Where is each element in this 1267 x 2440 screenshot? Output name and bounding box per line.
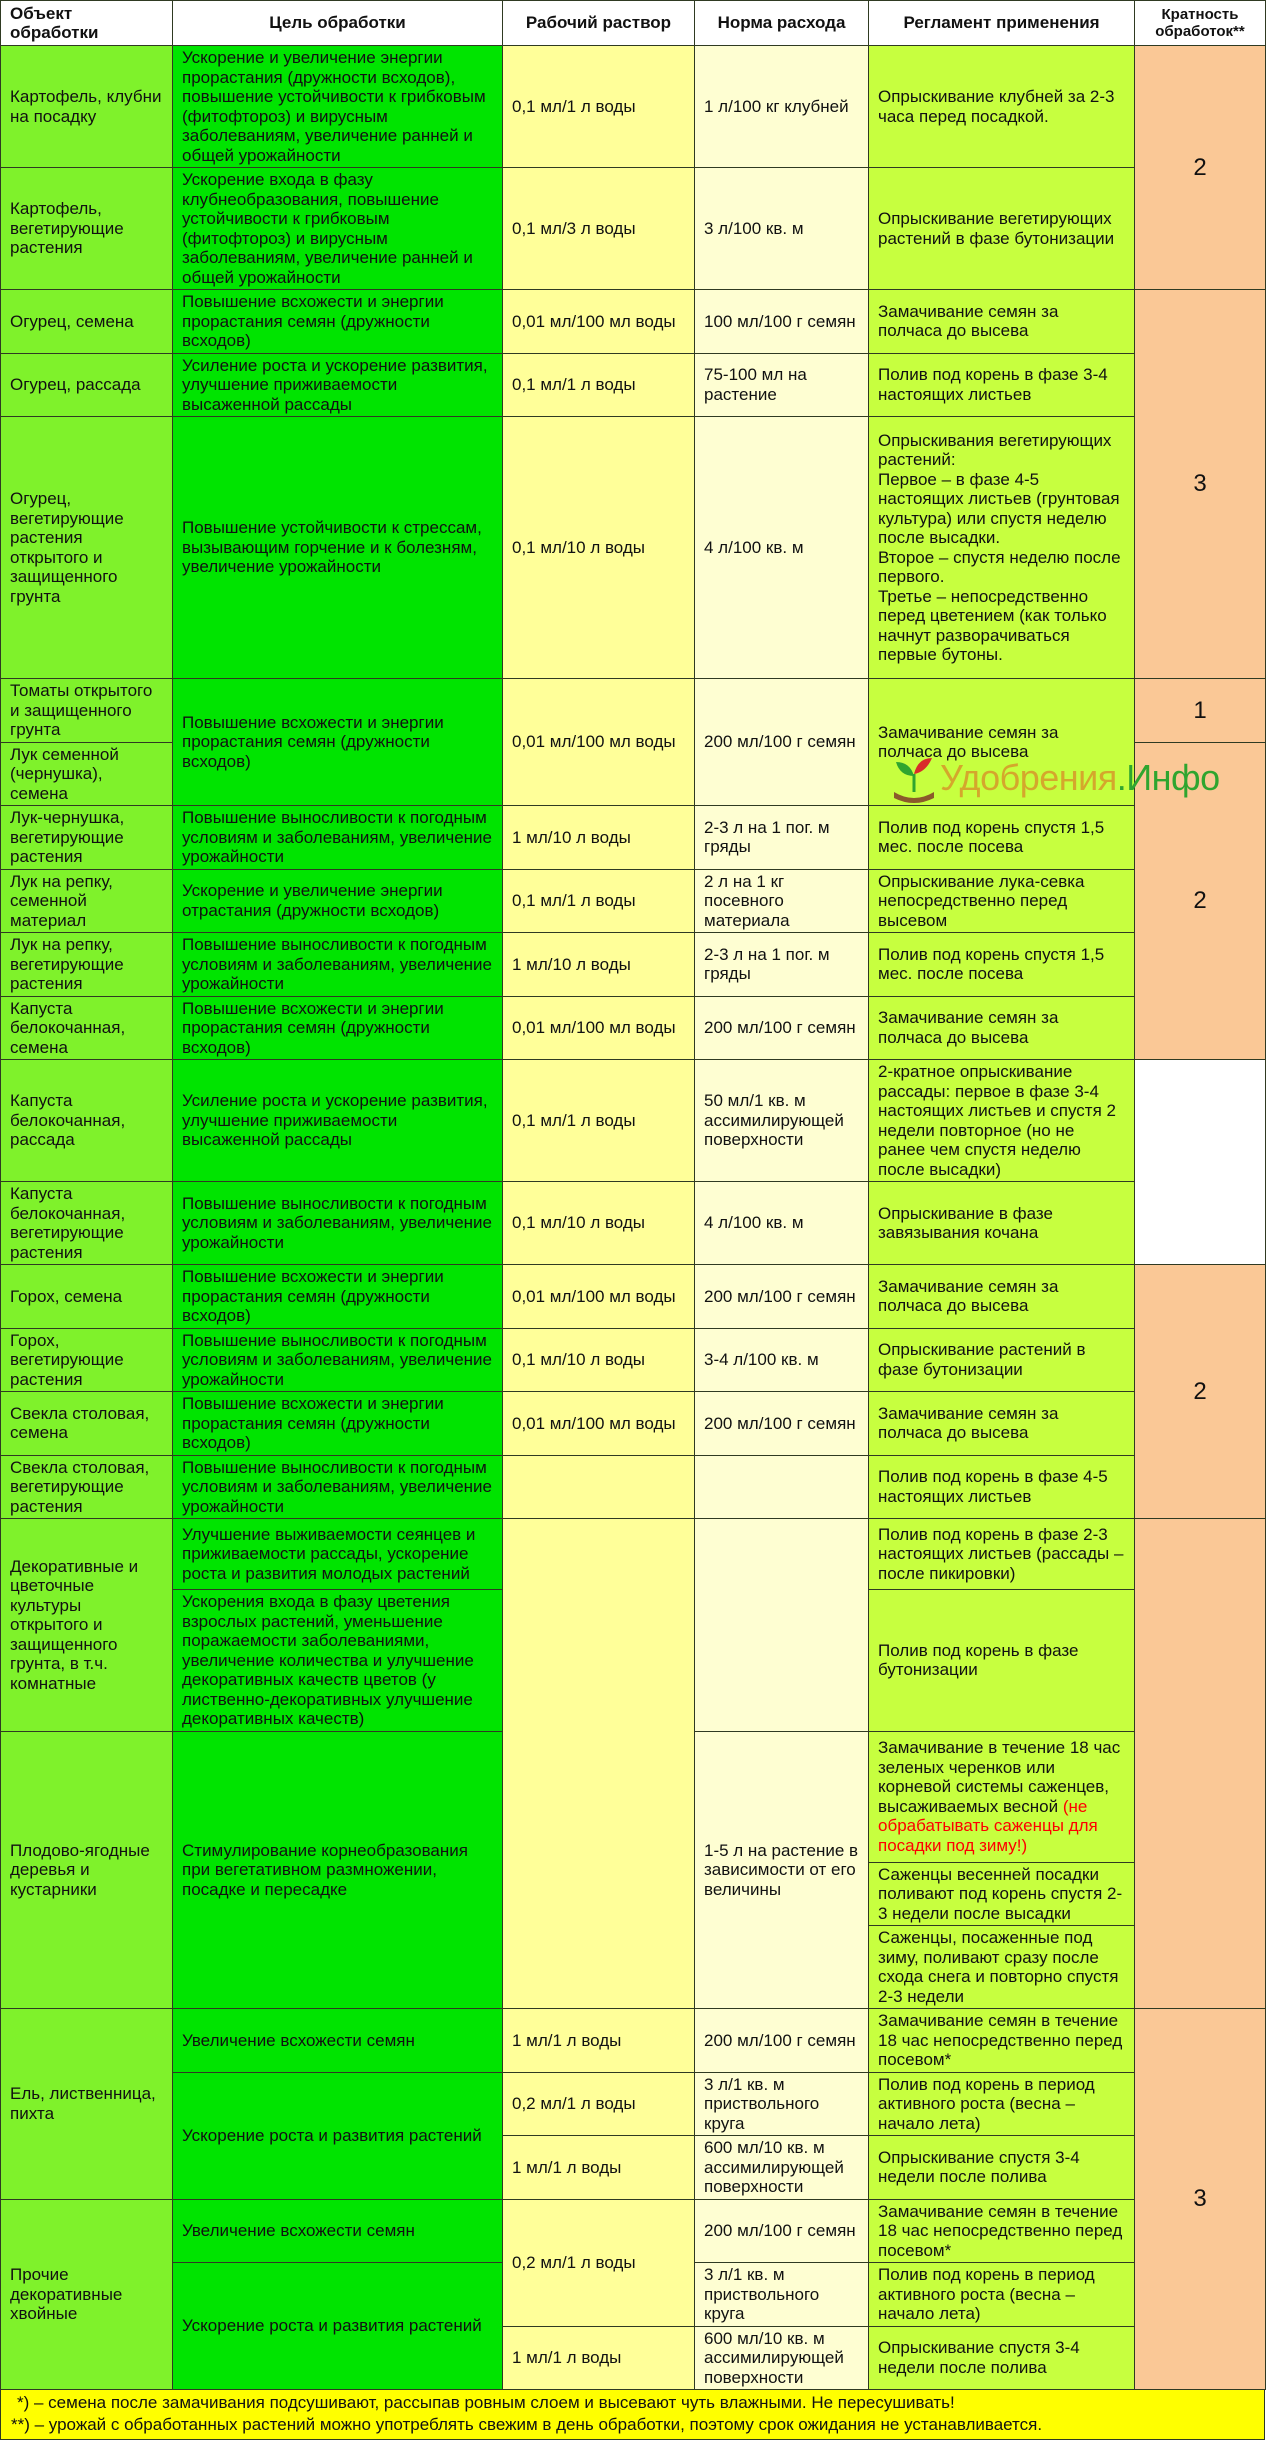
cell-rate: 600 мл/10 кв. м ассимилирующей поверхности bbox=[695, 2326, 869, 2390]
cell-rate: 200 мл/100 г семян bbox=[695, 2199, 869, 2263]
cell-regulation: Полив под корень спустя 1,5 мес. после посева bbox=[869, 806, 1135, 870]
cell-rate: 3 л/1 кв. м приствольного круга bbox=[695, 2072, 869, 2136]
cell-rate: 200 мл/100 г семян bbox=[695, 996, 869, 1060]
cell-purpose: Стимулирование корнеобразования при вегетативном размножении, посадке и пересадке bbox=[173, 1731, 503, 2009]
cell-solution: 0,01 мл/100 мл воды bbox=[503, 996, 695, 1060]
cell-object: Огурец, вегетирующие растения открытого и защищенного грунта bbox=[1, 417, 173, 679]
cell-solution: 0,1 мл/1 л воды bbox=[503, 353, 695, 417]
cell-frequency: 3 bbox=[1135, 290, 1266, 679]
cell-purpose: Повышение всхожести и энергии прорастания семян (дружности всходов) bbox=[173, 679, 503, 806]
header-frequency: Кратность обработок** bbox=[1135, 1, 1266, 46]
footnote-2: **) – урожай с обработанных растений можно употреблять свежим в день обработки, поэтому срок ожидания не устанавливается. bbox=[11, 2415, 1043, 2434]
cell-purpose: Улучшение выживаемости сеянцев и приживаемости рассады, ускорение роста и развития молодых растений bbox=[173, 1519, 503, 1590]
cell-solution bbox=[503, 1519, 695, 2009]
table-row bbox=[1, 46, 1266, 168]
cell-regulation: Опрыскивание лука-севка непосредственно перед высевом bbox=[869, 869, 1135, 933]
cell-rate: 3 л/100 кв. м bbox=[695, 168, 869, 290]
cell-purpose: Повышение устойчивости к стрессам, вызывающим горчение и к болезням, увеличение урожайности bbox=[173, 417, 503, 679]
cell-regulation: Опрыскивание клубней за 2-3 часа перед посадкой. bbox=[869, 46, 1135, 168]
cell-solution: 0,01 мл/100 мл воды bbox=[503, 679, 695, 806]
cell-solution: 1 мл/1 л воды bbox=[503, 2009, 695, 2073]
cell-rate: 600 мл/10 кв. м ассимилирующей поверхности bbox=[695, 2136, 869, 2200]
cell-frequency: 2 bbox=[1135, 1265, 1266, 1519]
cell-rate: 3-4 л/100 кв. м bbox=[695, 1328, 869, 1392]
cell-object: Свекла столовая, семена bbox=[1, 1392, 173, 1456]
cell-rate bbox=[695, 1455, 869, 1519]
header-row bbox=[1, 1, 1266, 46]
cell-solution: 1 мл/1 л воды bbox=[503, 2136, 695, 2200]
cell-purpose: Повышение выносливости к погодным условиям и заболеваниям, увеличение урожайности bbox=[173, 1182, 503, 1265]
cell-rate: 50 мл/1 кв. м ассимилирующей поверхности bbox=[695, 1060, 869, 1182]
table-row bbox=[1, 1328, 1266, 1392]
cell-regulation: Замачивание семян за полчаса до высева bbox=[869, 290, 1135, 354]
table-row bbox=[1, 1392, 1266, 1456]
cell-purpose: Повышение выносливости к погодным условиям и заболеваниям, увеличение урожайности bbox=[173, 1328, 503, 1392]
cell-object: Свекла столовая, вегетирующие растения bbox=[1, 1455, 173, 1519]
cell-frequency: 2 bbox=[1135, 742, 1266, 1060]
cell-regulation: Замачивание семян в течение 18 час непосредственно перед посевом* bbox=[869, 2009, 1135, 2073]
cell-regulation: Саженцы весенней посадки поливают под корень спустя 2-3 недели после высадки bbox=[869, 1862, 1135, 1926]
cell-regulation: Полив под корень в период активного роста (весна – начало лета) bbox=[869, 2072, 1135, 2136]
header-rate: Норма расхода bbox=[695, 1, 869, 46]
cell-regulation: Опрыскивание спустя 3-4 недели после полива bbox=[869, 2136, 1135, 2200]
cell-object: Горох, вегетирующие растения bbox=[1, 1328, 173, 1392]
cell-rate: 100 мл/100 г семян bbox=[695, 290, 869, 354]
cell-solution: 0,1 мл/10 л воды bbox=[503, 1328, 695, 1392]
cell-rate: 2-3 л на 1 пог. м гряды bbox=[695, 806, 869, 870]
cell-purpose: Увеличение всхожести семян bbox=[173, 2199, 503, 2263]
logo-word-1: Удобрения bbox=[940, 757, 1117, 798]
cell-purpose: Повышение выносливости к погодным условиям и заболеваниям, увеличение урожайности bbox=[173, 933, 503, 997]
table-row bbox=[1, 168, 1266, 290]
header-solution: Рабочий раствор bbox=[503, 1, 695, 46]
cell-regulation: Опрыскивание в фазе завязывания кочана bbox=[869, 1182, 1135, 1265]
header-purpose: Цель обработки bbox=[173, 1, 503, 46]
cell-purpose: Ускорение роста и развития растений bbox=[173, 2072, 503, 2199]
cell-rate: 4 л/100 кв. м bbox=[695, 1182, 869, 1265]
cell-frequency: 1 bbox=[1135, 679, 1266, 743]
cell-object: Прочие декоративные хвойные bbox=[1, 2199, 173, 2390]
cell-object: Картофель, вегетирующие растения bbox=[1, 168, 173, 290]
table-row bbox=[1, 1060, 1266, 1182]
table-row bbox=[1, 2009, 1266, 2073]
logo-word-2: Инфо bbox=[1126, 757, 1220, 798]
cell-rate: 75-100 мл на растение bbox=[695, 353, 869, 417]
cell-regulation: Полив под корень в фазе бутонизации bbox=[869, 1590, 1135, 1732]
cell-regulation: Полив под корень в фазе 2-3 настоящих листьев (рассады – после пикировки) bbox=[869, 1519, 1135, 1590]
cell-object: Огурец, семена bbox=[1, 290, 173, 354]
table-row bbox=[1, 996, 1266, 1060]
table-row bbox=[1, 806, 1266, 870]
cell-object: Плодово-ягодные деревья и кустарники bbox=[1, 1731, 173, 2009]
cell-rate: 200 мл/100 г семян bbox=[695, 679, 869, 806]
table-body bbox=[1, 46, 1266, 2390]
cell-object: Горох, семена bbox=[1, 1265, 173, 1329]
cell-purpose: Ускорение и увеличение энергии прорастания (дружности всходов), повышение устойчивости к грибковым (фитофтороз) и вирусным заболеваниям, увеличение ранней и общей урожайности bbox=[173, 46, 503, 168]
cell-solution: 0,1 мл/1 л воды bbox=[503, 46, 695, 168]
cell-rate: 200 мл/100 г семян bbox=[695, 2009, 869, 2073]
cell-object: Лук семенной (чернушка), семена bbox=[1, 742, 173, 806]
cell-purpose: Усиление роста и ускорение развития, улучшение приживаемости высаженной рассады bbox=[173, 1060, 503, 1182]
cell-regulation: Замачивание семян за полчаса до высева bbox=[869, 1392, 1135, 1456]
cell-solution: 1 мл/10 л воды bbox=[503, 933, 695, 997]
regulation-text: Замачивание в течение 18 час зеленых черенков или корневой системы саженцев, высаживаемых весной bbox=[878, 1738, 1121, 1816]
cell-object: Картофель, клубни на посадку bbox=[1, 46, 173, 168]
cell-solution bbox=[503, 1455, 695, 1519]
table-row bbox=[1, 1265, 1266, 1329]
watermark-logo bbox=[888, 752, 1220, 804]
table-row bbox=[1, 679, 1266, 743]
table-row bbox=[1, 1182, 1266, 1265]
cell-rate: 2-3 л на 1 пог. м гряды bbox=[695, 933, 869, 997]
cell-purpose: Увеличение всхожести семян bbox=[173, 2009, 503, 2073]
cell-regulation: Опрыскивание спустя 3-4 недели после полива bbox=[869, 2326, 1135, 2390]
header-object: Объект обработки bbox=[1, 1, 173, 46]
header-regulation: Регламент применения bbox=[869, 1, 1135, 46]
cell-solution: 0,1 мл/10 л воды bbox=[503, 1182, 695, 1265]
cell-rate bbox=[695, 1519, 869, 1732]
cell-solution: 0,01 мл/100 мл воды bbox=[503, 1265, 695, 1329]
cell-object: Огурец, рассада bbox=[1, 353, 173, 417]
table-row bbox=[1, 933, 1266, 997]
logo-dot: . bbox=[1116, 757, 1127, 798]
cell-solution: 0,1 мл/3 л воды bbox=[503, 168, 695, 290]
cell-regulation: Замачивание семян в течение 18 час непосредственно перед посевом* bbox=[869, 2199, 1135, 2263]
cell-regulation: 2-кратное опрыскивание рассады: первое в фазе 3-4 настоящих листьев и спустя 2 недели повторное (но не ранее чем спустя неделю после высадки) bbox=[869, 1060, 1135, 1182]
cell-regulation: Замачивание семян за полчаса до высева bbox=[869, 679, 1135, 806]
cell-purpose: Повышение всхожести и энергии прорастания семян (дружности всходов) bbox=[173, 1265, 503, 1329]
cell-purpose: Ускорение и увеличение энергии отрастания (дружности всходов) bbox=[173, 869, 503, 933]
cell-solution: 0,1 мл/1 л воды bbox=[503, 869, 695, 933]
cell-rate: 200 мл/100 г семян bbox=[695, 1265, 869, 1329]
cell-regulation: Опрыскивание растений в фазе бутонизации bbox=[869, 1328, 1135, 1392]
cell-purpose: Повышение всхожести и энергии прорастания семян (дружности всходов) bbox=[173, 290, 503, 354]
cell-regulation: Полив под корень в фазе 3-4 настоящих листьев bbox=[869, 353, 1135, 417]
cell-solution: 0,2 мл/1 л воды bbox=[503, 2199, 695, 2326]
footnotes bbox=[0, 2390, 1265, 2440]
cell-solution: 0,1 мл/1 л воды bbox=[503, 1060, 695, 1182]
cell-frequency: 2 bbox=[1135, 46, 1266, 290]
cell-object: Капуста белокочанная, рассада bbox=[1, 1060, 173, 1182]
cell-purpose: Усиление роста и ускорение развития, улучшение приживаемости высаженной рассады bbox=[173, 353, 503, 417]
table-row bbox=[1, 1519, 1266, 1590]
table-row bbox=[1, 2199, 1266, 2263]
cell-rate: 1-5 л на растение в зависимости от его величины bbox=[695, 1731, 869, 2009]
cell-solution: 0,1 мл/10 л воды bbox=[503, 417, 695, 679]
cell-solution: 0,2 мл/1 л воды bbox=[503, 2072, 695, 2136]
cell-object: Лук на репку, семенной материал bbox=[1, 869, 173, 933]
warning-text: (не обрабатывать саженцы для посадки под зиму!) bbox=[878, 1796, 1098, 1855]
cell-rate: 200 мл/100 г семян bbox=[695, 1392, 869, 1456]
cell-regulation: Опрыскивание вегетирующих растений в фазе бутонизации bbox=[869, 168, 1135, 290]
cell-solution: 0,01 мл/100 мл воды bbox=[503, 290, 695, 354]
cell-purpose: Повышение всхожести и энергии прорастания семян (дружности всходов) bbox=[173, 1392, 503, 1456]
cell-regulation: Полив под корень в период активного роста (весна – начало лета) bbox=[869, 2263, 1135, 2327]
cell-regulation: Саженцы, посаженные под зиму, поливают сразу после схода снега и повторно спустя 2-3 недели bbox=[869, 1926, 1135, 2009]
cell-solution: 1 мл/10 л воды bbox=[503, 806, 695, 870]
table-row bbox=[1, 353, 1266, 417]
table-row bbox=[1, 869, 1266, 933]
cell-purpose: Повышение выносливости к погодным условиям и заболеваниям, увеличение урожайности bbox=[173, 1455, 503, 1519]
cell-solution: 1 мл/1 л воды bbox=[503, 2326, 695, 2390]
sprout-icon bbox=[888, 752, 940, 804]
cell-regulation bbox=[869, 1731, 1135, 1862]
cell-purpose: Ускорение входа в фазу клубнеобразования, повышение устойчивости к грибковым (фитофтороз) и вирусным заболеваниям, увеличение ранней и общей урожайности bbox=[173, 168, 503, 290]
cell-rate: 4 л/100 кв. м bbox=[695, 417, 869, 679]
cell-frequency bbox=[1135, 1519, 1266, 2009]
table-row bbox=[1, 1455, 1266, 1519]
cell-object: Лук на репку, вегетирующие растения bbox=[1, 933, 173, 997]
cell-purpose: Повышение всхожести и энергии прорастания семян (дружности всходов) bbox=[173, 996, 503, 1060]
cell-regulation: Полив под корень спустя 1,5 мес. после посева bbox=[869, 933, 1135, 997]
footnote-1: *) – семена после замачивания подсушивают, рассыпав ровным слоем и высевают чуть влажными. Не пересушивать! bbox=[17, 2393, 955, 2412]
cell-object: Томаты открытого и защищенного грунта bbox=[1, 679, 173, 743]
cell-object: Декоративные и цветочные культуры открытого и защищенного грунта, в т.ч. комнатные bbox=[1, 1519, 173, 1732]
cell-object: Лук-чернушка, вегетирующие растения bbox=[1, 806, 173, 870]
cell-regulation: Замачивание семян за полчаса до высева bbox=[869, 1265, 1135, 1329]
cell-rate: 1 л/100 кг клубней bbox=[695, 46, 869, 168]
cell-rate: 2 л на 1 кг посевного материала bbox=[695, 869, 869, 933]
cell-purpose: Ускорение роста и развития растений bbox=[173, 2263, 503, 2390]
cell-regulation: Замачивание семян за полчаса до высева bbox=[869, 996, 1135, 1060]
cell-regulation: Опрыскивания вегетирующих растений: Первое – в фазе 4-5 настоящих листьев (грунтовая культура) или спустя неделю после высадки. Второе – спустя неделю после первого. Третье – непосредственно перед цветением (как только начнут разворачиваться первые бутоны. bbox=[869, 417, 1135, 679]
cell-object: Капуста белокочанная, семена bbox=[1, 996, 173, 1060]
cell-object: Ель, лиственница, пихта bbox=[1, 2009, 173, 2200]
cell-frequency: 3 bbox=[1135, 2009, 1266, 2390]
cell-rate: 3 л/1 кв. м приствольного круга bbox=[695, 2263, 869, 2327]
table-row bbox=[1, 417, 1266, 679]
table-row bbox=[1, 2072, 1266, 2136]
cell-purpose: Повышение выносливости к погодным условиям и заболеваниям, увеличение урожайности bbox=[173, 806, 503, 870]
cell-object: Капуста белокочанная, вегетирующие растения bbox=[1, 1182, 173, 1265]
cell-regulation: Полив под корень в фазе 4-5 настоящих листьев bbox=[869, 1455, 1135, 1519]
cell-purpose: Ускорения входа в фазу цветения взрослых растений, уменьшение поражаемости заболеваниями, увеличение количества и улучшение декоративных качеств цветов (у лиственно-декоративных улучшение декоративных качеств) bbox=[173, 1590, 503, 1732]
table-row bbox=[1, 290, 1266, 354]
cell-solution: 0,01 мл/100 мл воды bbox=[503, 1392, 695, 1456]
